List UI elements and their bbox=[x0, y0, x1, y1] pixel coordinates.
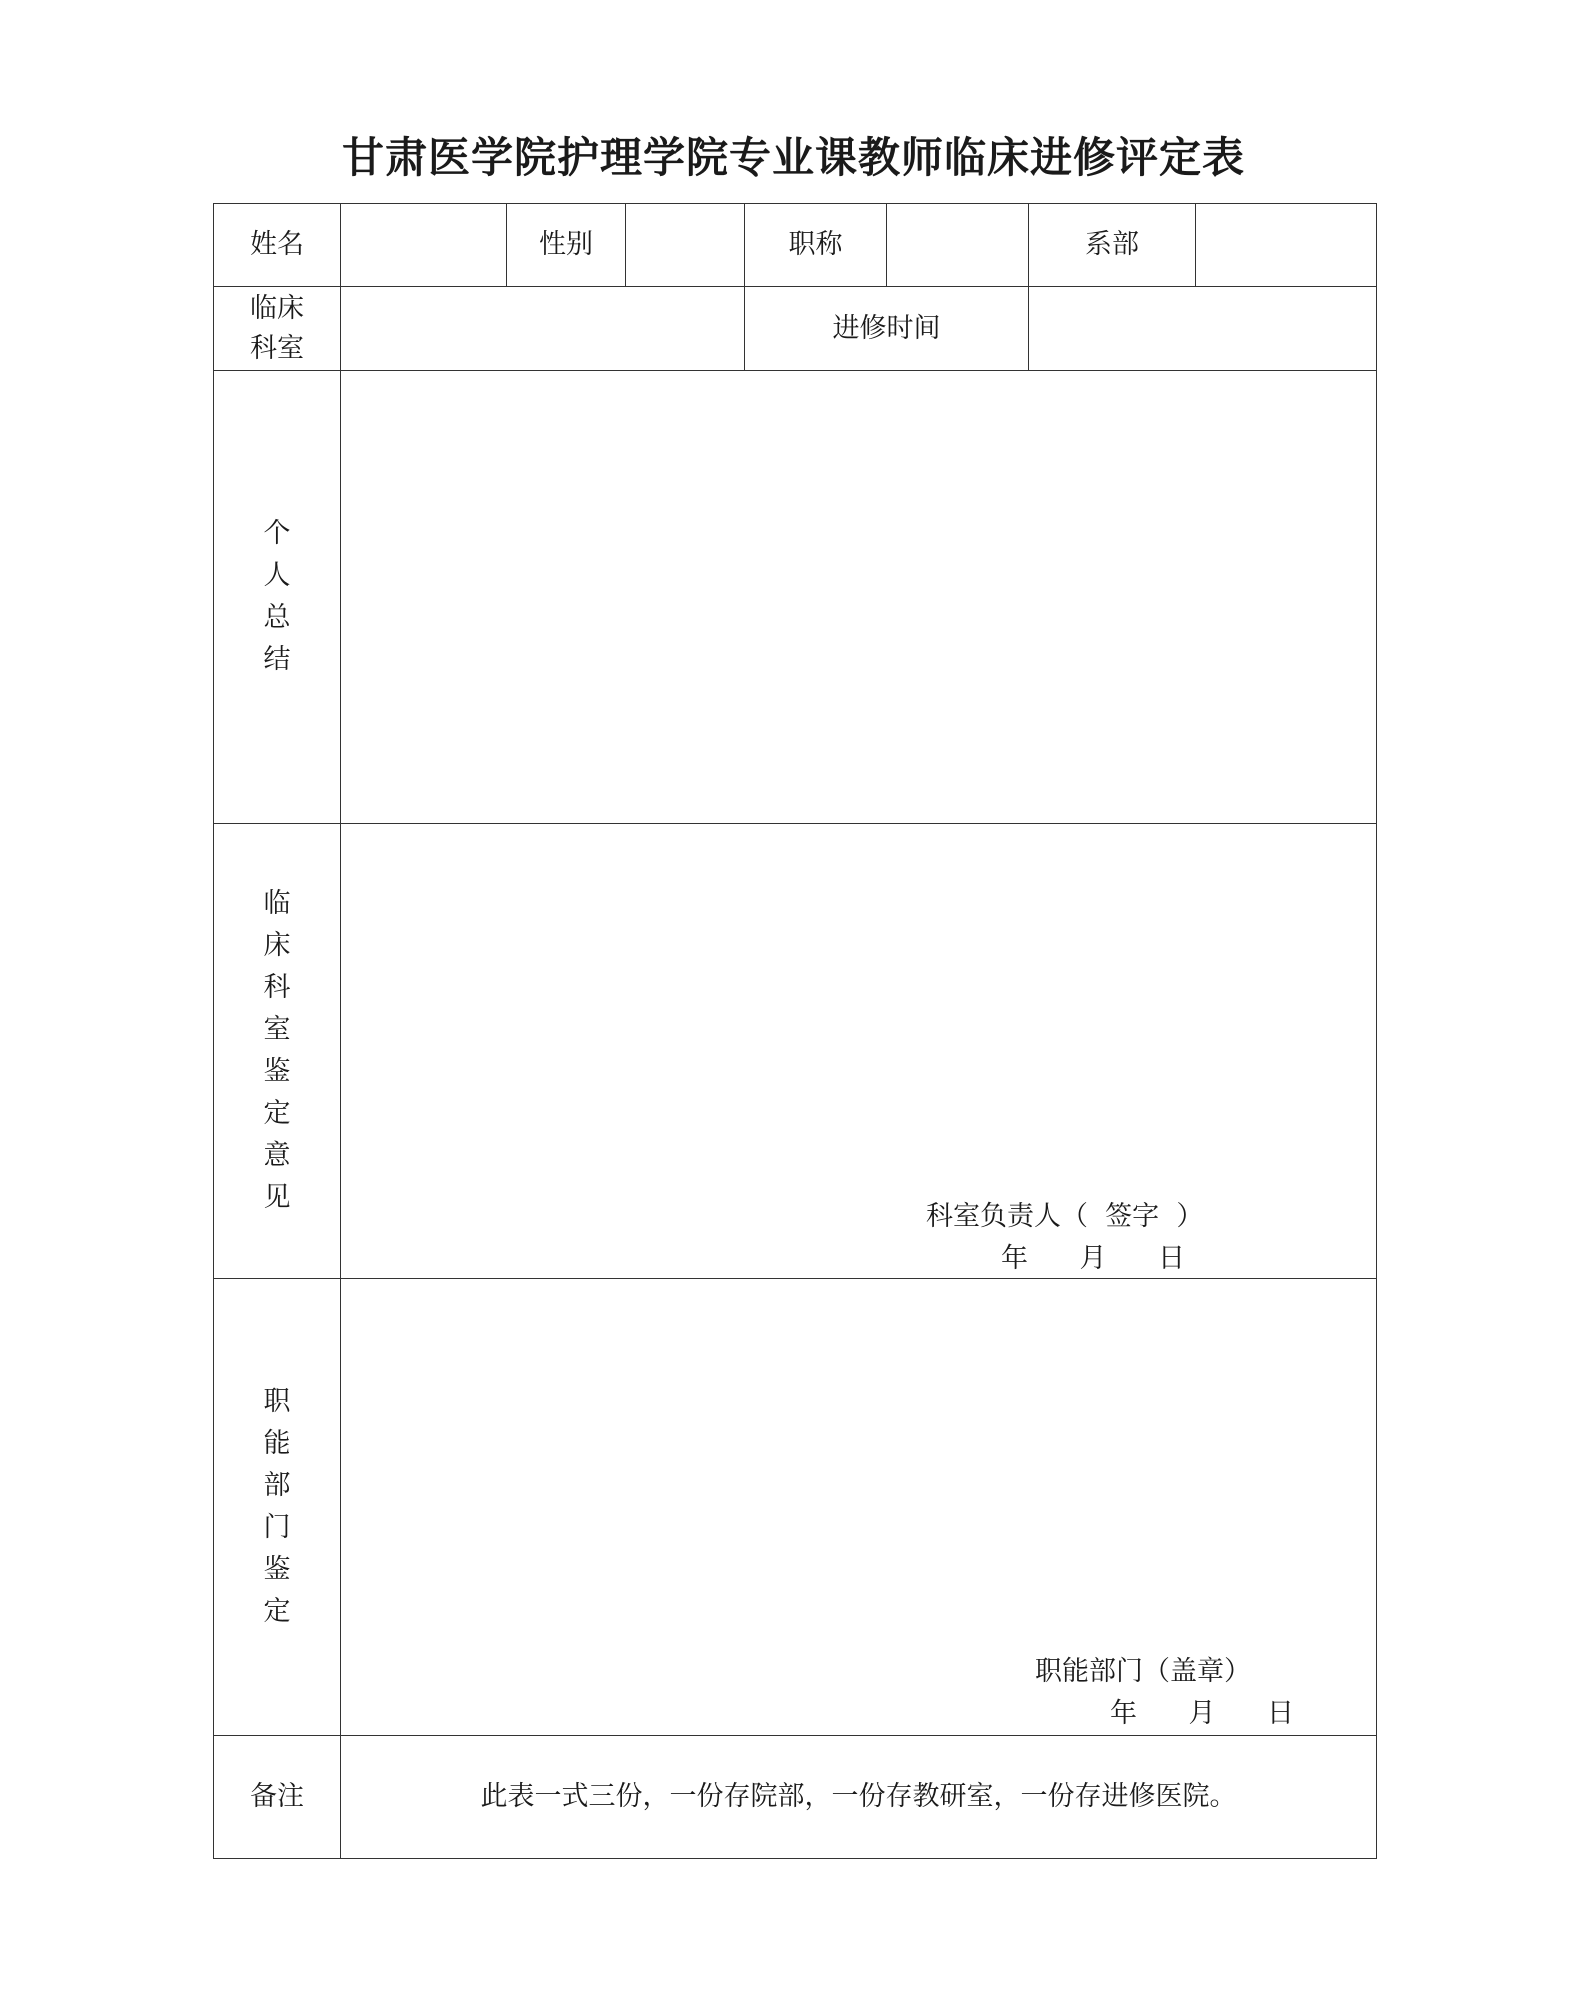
row-remark bbox=[214, 1736, 1377, 1859]
clinic-opinion-field[interactable] bbox=[341, 824, 1377, 1279]
period-field[interactable] bbox=[1029, 287, 1377, 371]
gender-field[interactable] bbox=[626, 204, 745, 287]
row-clinic-info bbox=[214, 287, 1377, 371]
summary-label-cell bbox=[214, 371, 341, 824]
clinic-date-line: 年 月 日 bbox=[1001, 1243, 1185, 1274]
remark-label: 备注 bbox=[214, 1736, 341, 1859]
row-functional bbox=[214, 1279, 1377, 1736]
summary-field[interactable] bbox=[341, 371, 1377, 824]
remark-text: 此表一式三份，一份存院部，一份存教研室，一份存进修医院。 bbox=[341, 1736, 1377, 1859]
clinic-signer-line: 科室负责人（ 签字 ） bbox=[926, 1201, 1204, 1232]
functional-field[interactable] bbox=[341, 1279, 1377, 1736]
dept-field[interactable] bbox=[1196, 204, 1377, 287]
row-clinic-opinion bbox=[214, 824, 1377, 1279]
clinic-label-cell bbox=[214, 287, 341, 371]
functional-signer-line: 职能部门（盖章） bbox=[1035, 1656, 1251, 1687]
clinic-opinion-label-cell bbox=[214, 824, 341, 1279]
evaluation-form-table bbox=[213, 203, 1377, 1859]
gender-label: 性别 bbox=[507, 204, 626, 287]
rank-label: 职称 bbox=[745, 204, 887, 287]
dept-label: 系部 bbox=[1029, 204, 1196, 287]
rank-field[interactable] bbox=[887, 204, 1029, 287]
clinic-opinion-label: 临床科室鉴定意见 bbox=[263, 888, 291, 1213]
clinic-label: 临床科室 bbox=[249, 292, 304, 364]
functional-label: 职能部门鉴定 bbox=[263, 1386, 291, 1627]
row-basic-info bbox=[214, 204, 1377, 287]
period-label: 进修时间 bbox=[745, 287, 1029, 371]
name-label: 姓名 bbox=[214, 204, 341, 287]
clinic-field[interactable] bbox=[341, 287, 745, 371]
row-summary bbox=[214, 371, 1377, 824]
functional-date-line: 年 月 日 bbox=[1110, 1698, 1294, 1729]
summary-label: 个人总结 bbox=[263, 518, 291, 675]
functional-label-cell bbox=[214, 1279, 341, 1736]
name-field[interactable] bbox=[341, 204, 507, 287]
form-title: 甘肃医学院护理学院专业课教师临床进修评定表 bbox=[341, 133, 1245, 182]
